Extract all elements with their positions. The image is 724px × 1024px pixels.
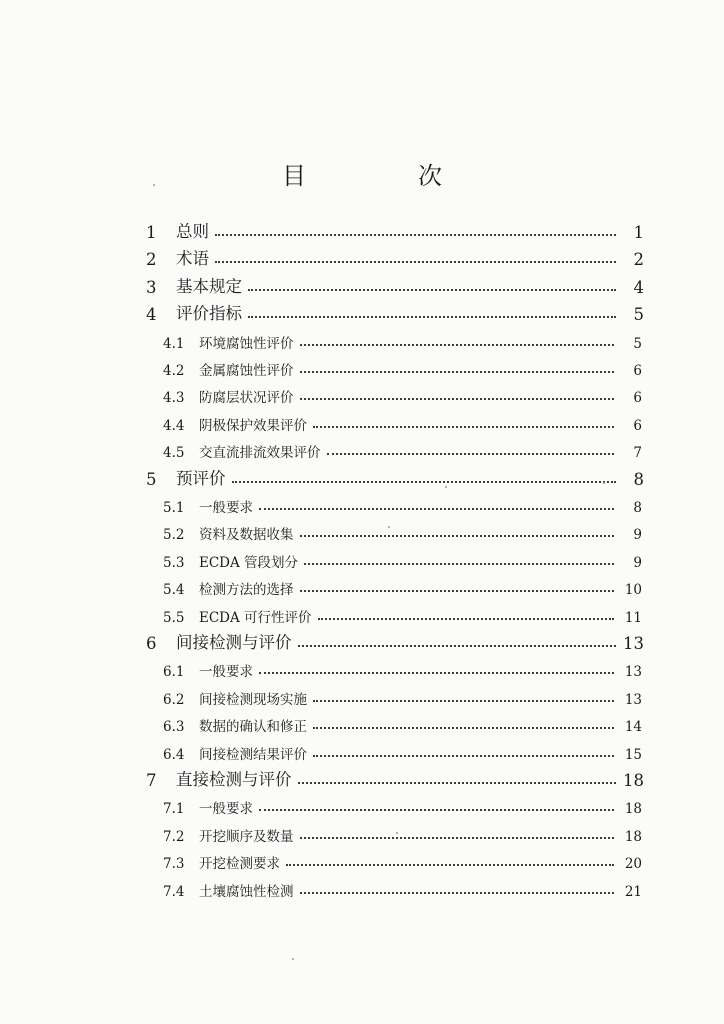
toc-dot-leader — [300, 892, 615, 894]
toc-entry-number: 6.4 — [163, 746, 185, 763]
toc-section-row — [163, 600, 642, 626]
toc-section-row — [163, 326, 642, 352]
toc-page-number: 4 — [633, 277, 644, 297]
toc-page-number: 20 — [624, 856, 642, 873]
toc-page-number: 18 — [624, 828, 642, 845]
toc-page-number: 6 — [633, 363, 642, 379]
toc-page-number: 13 — [624, 664, 642, 681]
toc-entry-number: 4.2 — [163, 363, 185, 379]
toc-entry-title: 间接检测结果评价 — [199, 746, 307, 763]
toc-page-number: 8 — [633, 469, 644, 489]
toc-entry-title: 交直流排流效果评价 — [199, 445, 321, 462]
toc-page-number: 5 — [633, 335, 642, 352]
toc-entry-number: 5.4 — [163, 582, 185, 599]
toc-dot-leader — [259, 672, 614, 674]
toc-entry-title: 土壤腐蚀性检测 — [199, 883, 294, 900]
toc-dot-leader — [259, 809, 614, 811]
toc-entry-number: 4.5 — [163, 445, 185, 462]
toc-entry-title: 开挖检测要求 — [199, 856, 280, 873]
toc-entry-number: 5.2 — [163, 527, 185, 544]
toc-section-row — [163, 791, 642, 817]
toc-entry-title: 开挖顺序及数量 — [199, 828, 294, 845]
toc-dot-leader — [215, 234, 616, 236]
toc-entry-title: 术语 — [176, 249, 209, 269]
toc-entry-number: 6.2 — [163, 691, 185, 708]
toc-dot-leader — [313, 700, 614, 702]
toc-section-row — [163, 517, 642, 543]
toc-entry-title: 总则 — [176, 222, 209, 241]
toc-section-row — [163, 408, 642, 434]
toc-entry-number: 7.2 — [163, 828, 185, 845]
toc-entry-title: 一般要求 — [199, 664, 253, 681]
toc-chapter-row — [146, 216, 644, 242]
toc-entry-number: 7.1 — [163, 801, 185, 818]
toc-dot-leader — [300, 837, 615, 839]
toc-dot-leader — [259, 508, 614, 510]
toc-page-number: 8 — [633, 500, 642, 516]
toc-section-row — [163, 819, 642, 845]
toc-dot-leader — [300, 398, 615, 400]
toc-page-number: 14 — [624, 719, 642, 736]
toc-entry-title: 检测方法的选择 — [199, 582, 294, 599]
toc-dot-leader — [304, 563, 614, 565]
toc-section-row — [163, 572, 642, 598]
toc-entry-number: 7.3 — [163, 856, 185, 873]
toc-entry-number: 7 — [146, 771, 157, 790]
toc-page-number: 11 — [624, 609, 642, 626]
toc-entry-title: 评价指标 — [176, 304, 242, 324]
toc-section-row — [163, 380, 642, 406]
toc-entry-number: 5.1 — [163, 500, 185, 516]
toc-entry-title: 阴极保护效果评价 — [199, 417, 307, 434]
toc-section-row — [163, 353, 642, 379]
toc-entry-title: 资料及数据收集 — [199, 527, 294, 544]
scan-speck — [388, 526, 390, 528]
toc-entry-title: ECDA 可行性评价 — [199, 609, 312, 626]
toc-dot-leader — [248, 316, 616, 318]
toc-section-row — [163, 874, 642, 900]
toc-entry-number: 6 — [146, 634, 157, 653]
toc-entry-title: 直接检测与评价 — [176, 770, 292, 789]
toc-page-number: 18 — [624, 801, 642, 818]
toc-entry-number: 5 — [146, 469, 157, 489]
toc-dot-leader — [286, 864, 614, 866]
toc-section-row — [163, 846, 642, 872]
toc-page-number: 21 — [624, 883, 642, 900]
page-title: 目 次 — [282, 162, 486, 190]
toc-entry-number: 5.5 — [163, 609, 185, 626]
toc-entry-number: 6.1 — [163, 664, 185, 681]
toc-entry-number: 7.4 — [163, 883, 185, 900]
toc-page-number: 13 — [624, 691, 642, 708]
toc-page-number: 15 — [624, 746, 642, 763]
toc-page-number: 9 — [633, 527, 642, 544]
toc-chapter-row — [146, 271, 644, 297]
toc-dot-leader — [318, 618, 614, 620]
toc-entry-title: 间接检测现场实施 — [199, 691, 307, 708]
toc-entry-number: 1 — [146, 223, 157, 242]
toc-section-row — [163, 545, 642, 571]
toc-entry-number: 4.3 — [163, 390, 185, 407]
toc-chapter-row — [146, 298, 644, 324]
scan-speck — [445, 486, 447, 488]
toc-entry-number: 3 — [146, 277, 157, 297]
toc-entry-number: 4 — [146, 305, 157, 325]
toc-page-number: 5 — [633, 305, 644, 325]
toc-entry-number: 4.4 — [163, 417, 185, 434]
toc-page-number: 6 — [633, 417, 642, 434]
toc-entry-title: 一般要求 — [199, 801, 253, 818]
toc-dot-leader — [313, 426, 614, 428]
toc-dot-leader — [215, 261, 616, 263]
toc-entry-title: ECDA 管段划分 — [199, 554, 299, 571]
toc-entry-number: 5.3 — [163, 554, 185, 571]
toc-section-row — [163, 737, 642, 763]
toc-entry-title: 防腐层状况评价 — [199, 390, 294, 407]
toc-chapter-row — [146, 764, 644, 790]
toc-chapter-row — [146, 463, 644, 489]
toc-dot-leader — [298, 782, 617, 784]
toc-page-number: 7 — [633, 445, 642, 462]
toc-dot-leader — [300, 535, 615, 537]
toc-section-row — [163, 435, 642, 461]
toc-entry-number: 6.3 — [163, 719, 185, 736]
toc-page-number: 13 — [623, 634, 644, 653]
toc-page-number: 9 — [633, 554, 642, 571]
scan-speck — [396, 832, 398, 834]
toc-dot-leader — [300, 344, 615, 346]
toc-section-row — [163, 654, 642, 680]
toc-dot-leader — [232, 481, 617, 483]
toc-entry-title: 数据的确认和修正 — [199, 719, 307, 736]
toc-entry-title: 金属腐蚀性评价 — [199, 363, 294, 379]
scan-speck — [153, 184, 155, 186]
toc-dot-leader — [300, 371, 615, 373]
toc-entry-number: 2 — [146, 250, 157, 270]
toc-page-number: 10 — [624, 582, 642, 599]
scan-speck — [603, 482, 605, 484]
toc-dot-leader — [327, 453, 615, 455]
toc-entry-title: 环境腐蚀性评价 — [199, 335, 294, 352]
toc-dot-leader — [298, 645, 617, 647]
toc-chapter-row — [146, 243, 644, 269]
toc-entry-title: 基本规定 — [176, 276, 242, 296]
scan-speck — [292, 958, 294, 960]
toc-chapter-row — [146, 627, 644, 653]
toc-section-row — [163, 490, 642, 516]
toc-page-number: 18 — [623, 771, 644, 790]
toc-dot-leader — [313, 727, 614, 729]
toc-dot-leader — [313, 755, 614, 757]
toc-page-number: 2 — [633, 250, 644, 270]
toc-entry-title: 预评价 — [176, 468, 226, 488]
toc-entry-title: 一般要求 — [199, 500, 253, 516]
toc-page-number: 6 — [633, 390, 642, 407]
toc-section-row — [163, 709, 642, 735]
toc-dot-leader — [300, 590, 615, 592]
toc-entry-number: 4.1 — [163, 335, 185, 352]
toc-dot-leader — [248, 289, 616, 291]
toc-entry-title: 间接检测与评价 — [176, 633, 292, 652]
toc-section-row — [163, 682, 642, 708]
toc-page-number: 1 — [633, 223, 644, 242]
